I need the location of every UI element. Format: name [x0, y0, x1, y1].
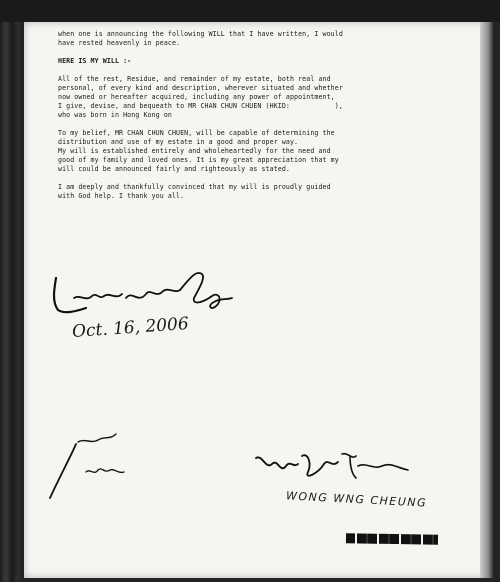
- page-edge-shadow: [480, 22, 494, 578]
- witness-initials: [46, 432, 136, 504]
- scan-top-edge: [0, 0, 500, 22]
- paragraph-intro: when one is announcing the following WILL that I have written, I would have rested heavenly in peace.: [58, 30, 343, 47]
- handwritten-date: Oct. 16, 2006: [71, 313, 190, 343]
- witness-signature: [252, 446, 412, 486]
- redacted-stamp: [346, 533, 438, 545]
- paragraph-belief: To my belief, MR CHAN CHUN CHUEN, will be capable of determining the distribution and use of my estate in a good and proper way. My will is established entirely and wholeheartedly for the need and good of my family and loved ones. It is my great appreciation that my will could be announced fairly and righteously as stated.: [58, 129, 339, 173]
- will-heading: HERE IS MY WILL :-: [58, 57, 132, 65]
- handwritten-printed-name: WONG WNG CHEUNG: [285, 489, 428, 510]
- will-text: [58, 30, 458, 201]
- paragraph-bequest: All of the rest, Residue, and remainder of my estate, both real and personal, of every kind and description, wherever situated and whether now owned or hereafter acquired, including any power of appointment, I give, devise, and bequeath to MR CHAN CHUN CHUEN (HKID: ), who was born in Hong Kong on: [58, 75, 343, 119]
- paragraph-closing: I am deeply and thankfully convinced that my will is proudly guided with God help. I thank you all.: [58, 183, 331, 200]
